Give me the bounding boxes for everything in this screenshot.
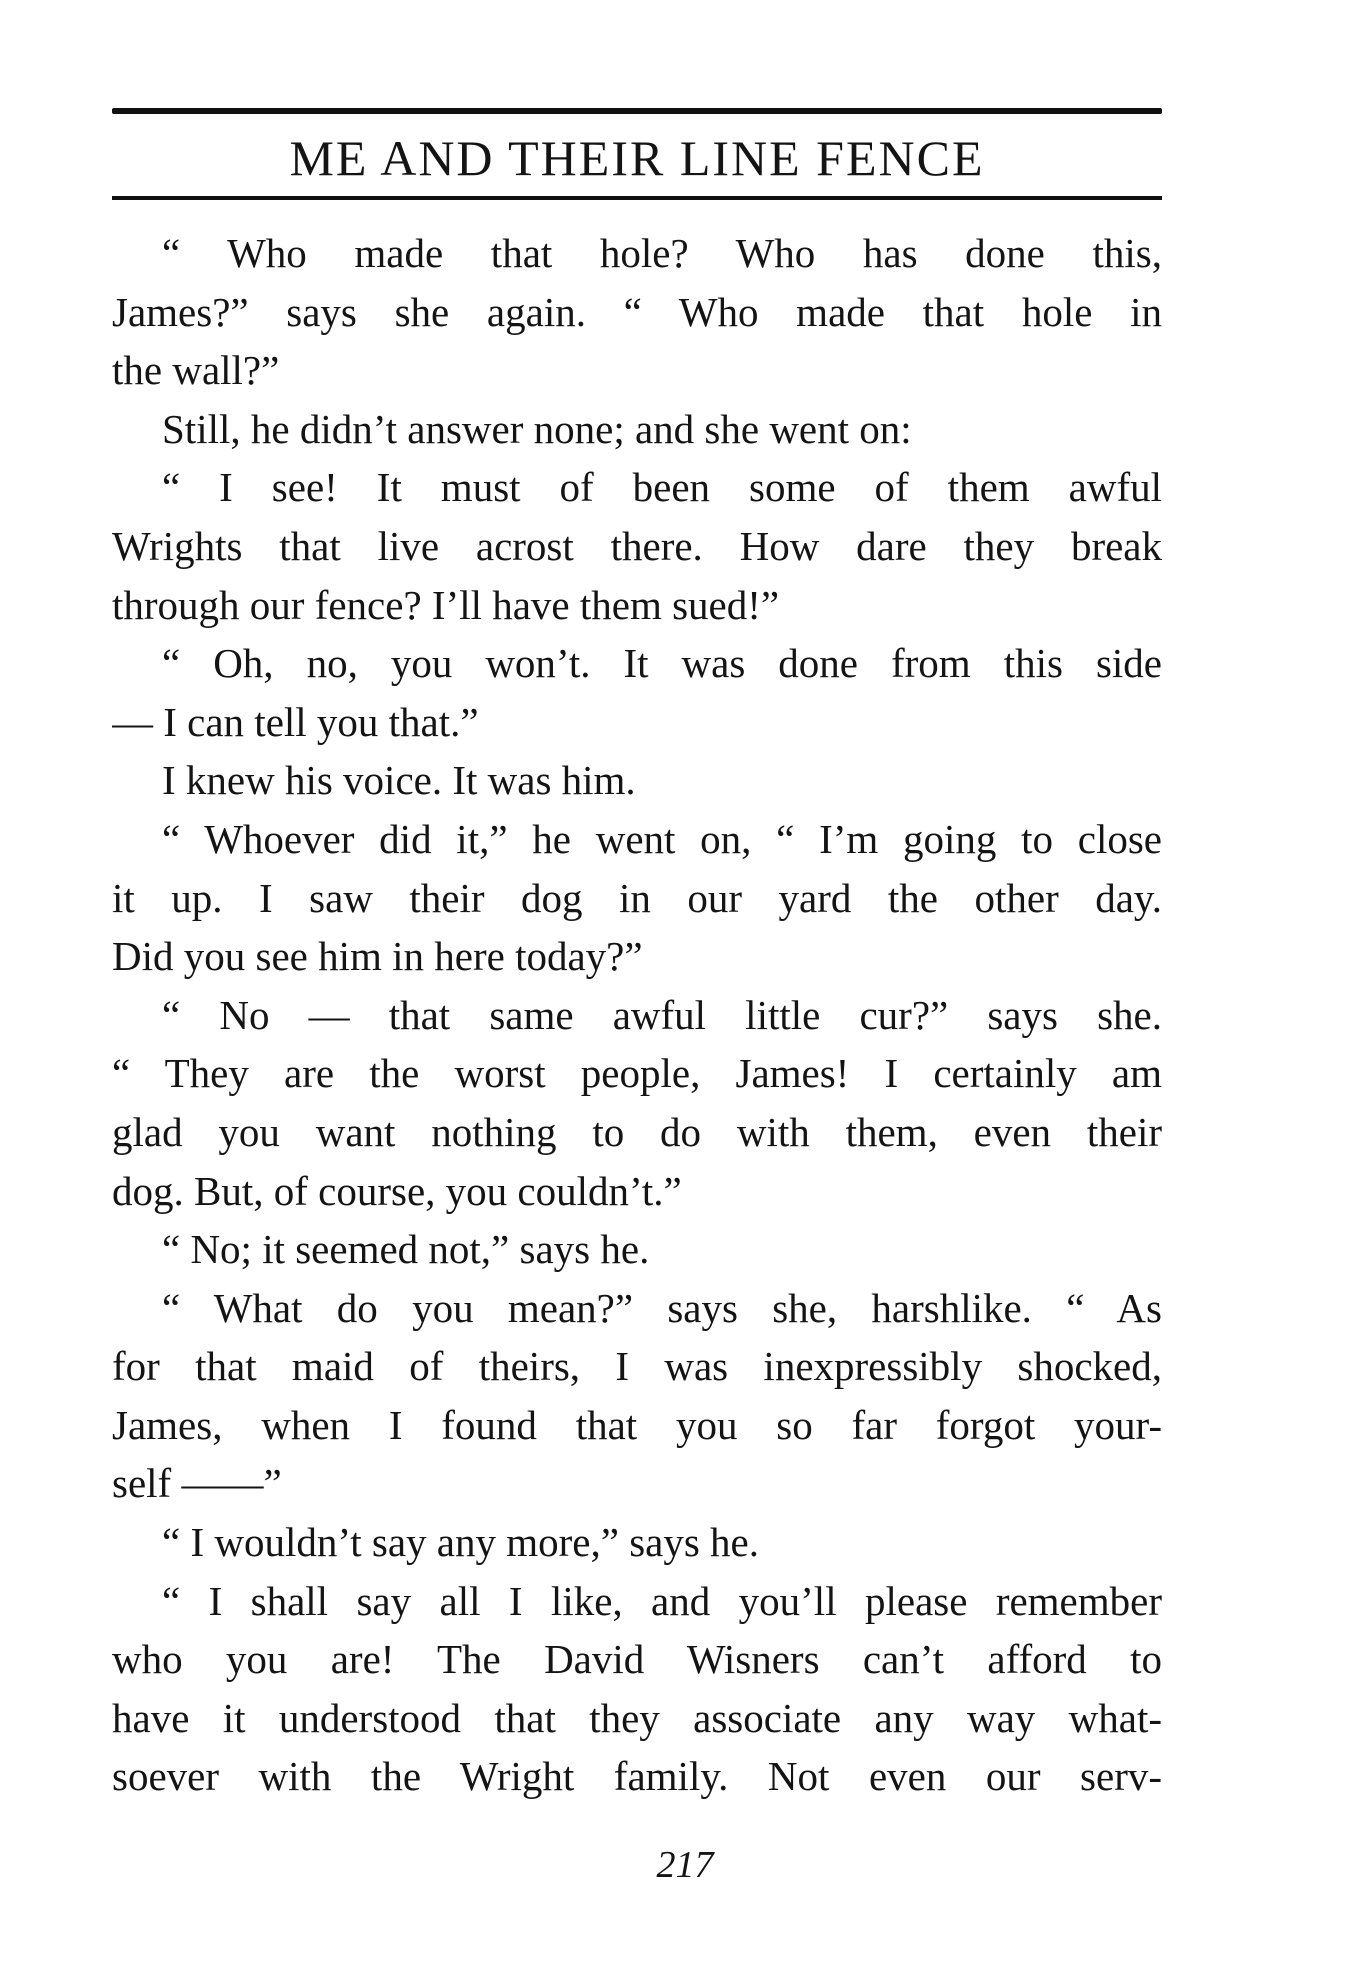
text-line: through our fence? I’ll have them sued!” bbox=[112, 581, 780, 628]
text-line: “ Oh, no, you won’t. It was done from this side bbox=[162, 640, 1162, 687]
text-line: soever with the Wright family. Not even our serv- bbox=[112, 1753, 1162, 1800]
header-rule-bottom bbox=[112, 196, 1162, 200]
text-line: the wall?” bbox=[112, 347, 280, 394]
text-line: “ Who made that hole? Who has done this, bbox=[162, 230, 1162, 276]
text-line: for that maid of theirs, I was inexpressibly shocked, bbox=[112, 1343, 1162, 1390]
text-line: Did you see him in here today?” bbox=[112, 933, 643, 980]
text-line: dog. But, of course, you couldn’t.” bbox=[112, 1167, 682, 1214]
page-number: 217 bbox=[656, 1844, 714, 1886]
text-line: “ I shall say all I like, and you’ll please remember bbox=[162, 1577, 1162, 1624]
text-line: “ I wouldn’t say any more,” says he. bbox=[162, 1519, 760, 1566]
text-line: Wrights that live acrost there. How dare they break bbox=[112, 522, 1162, 569]
text-line: James, when I found that you so far forgot your- bbox=[112, 1401, 1162, 1448]
text-line: it up. I saw their dog in our yard the other day. bbox=[112, 874, 1162, 921]
text-line: “ No — that same awful little cur?” says she. bbox=[162, 991, 1162, 1038]
text-line: “ I see! It must of been some of them awful bbox=[162, 464, 1162, 511]
text-line: I knew his voice. It was him. bbox=[162, 757, 636, 804]
body-text bbox=[112, 224, 1162, 1806]
text-line: self ——” bbox=[112, 1460, 282, 1507]
running-head: ME AND THEIR LINE FENCE bbox=[289, 130, 985, 186]
header-rule-top bbox=[112, 108, 1162, 114]
text-line: “ They are the worst people, James! I certainly am bbox=[112, 1050, 1162, 1097]
text-line: “ Whoever did it,” he went on, “ I’m going to close bbox=[162, 815, 1162, 862]
text-line: “ What do you mean?” says she, harshlike. “ As bbox=[162, 1284, 1162, 1331]
text-line: James?” says she again. “ Who made that hole in bbox=[112, 288, 1162, 335]
text-line: “ No; it seemed not,” says he. bbox=[162, 1226, 650, 1273]
text-line: — I can tell you that.” bbox=[112, 698, 479, 745]
text-line: have it understood that they associate any way what- bbox=[112, 1694, 1162, 1741]
text-line: who you are! The David Wisners can’t afford to bbox=[112, 1636, 1162, 1683]
text-line: glad you want nothing to do with them, even their bbox=[112, 1108, 1162, 1155]
text-line: Still, he didn’t answer none; and she went on: bbox=[162, 405, 912, 452]
